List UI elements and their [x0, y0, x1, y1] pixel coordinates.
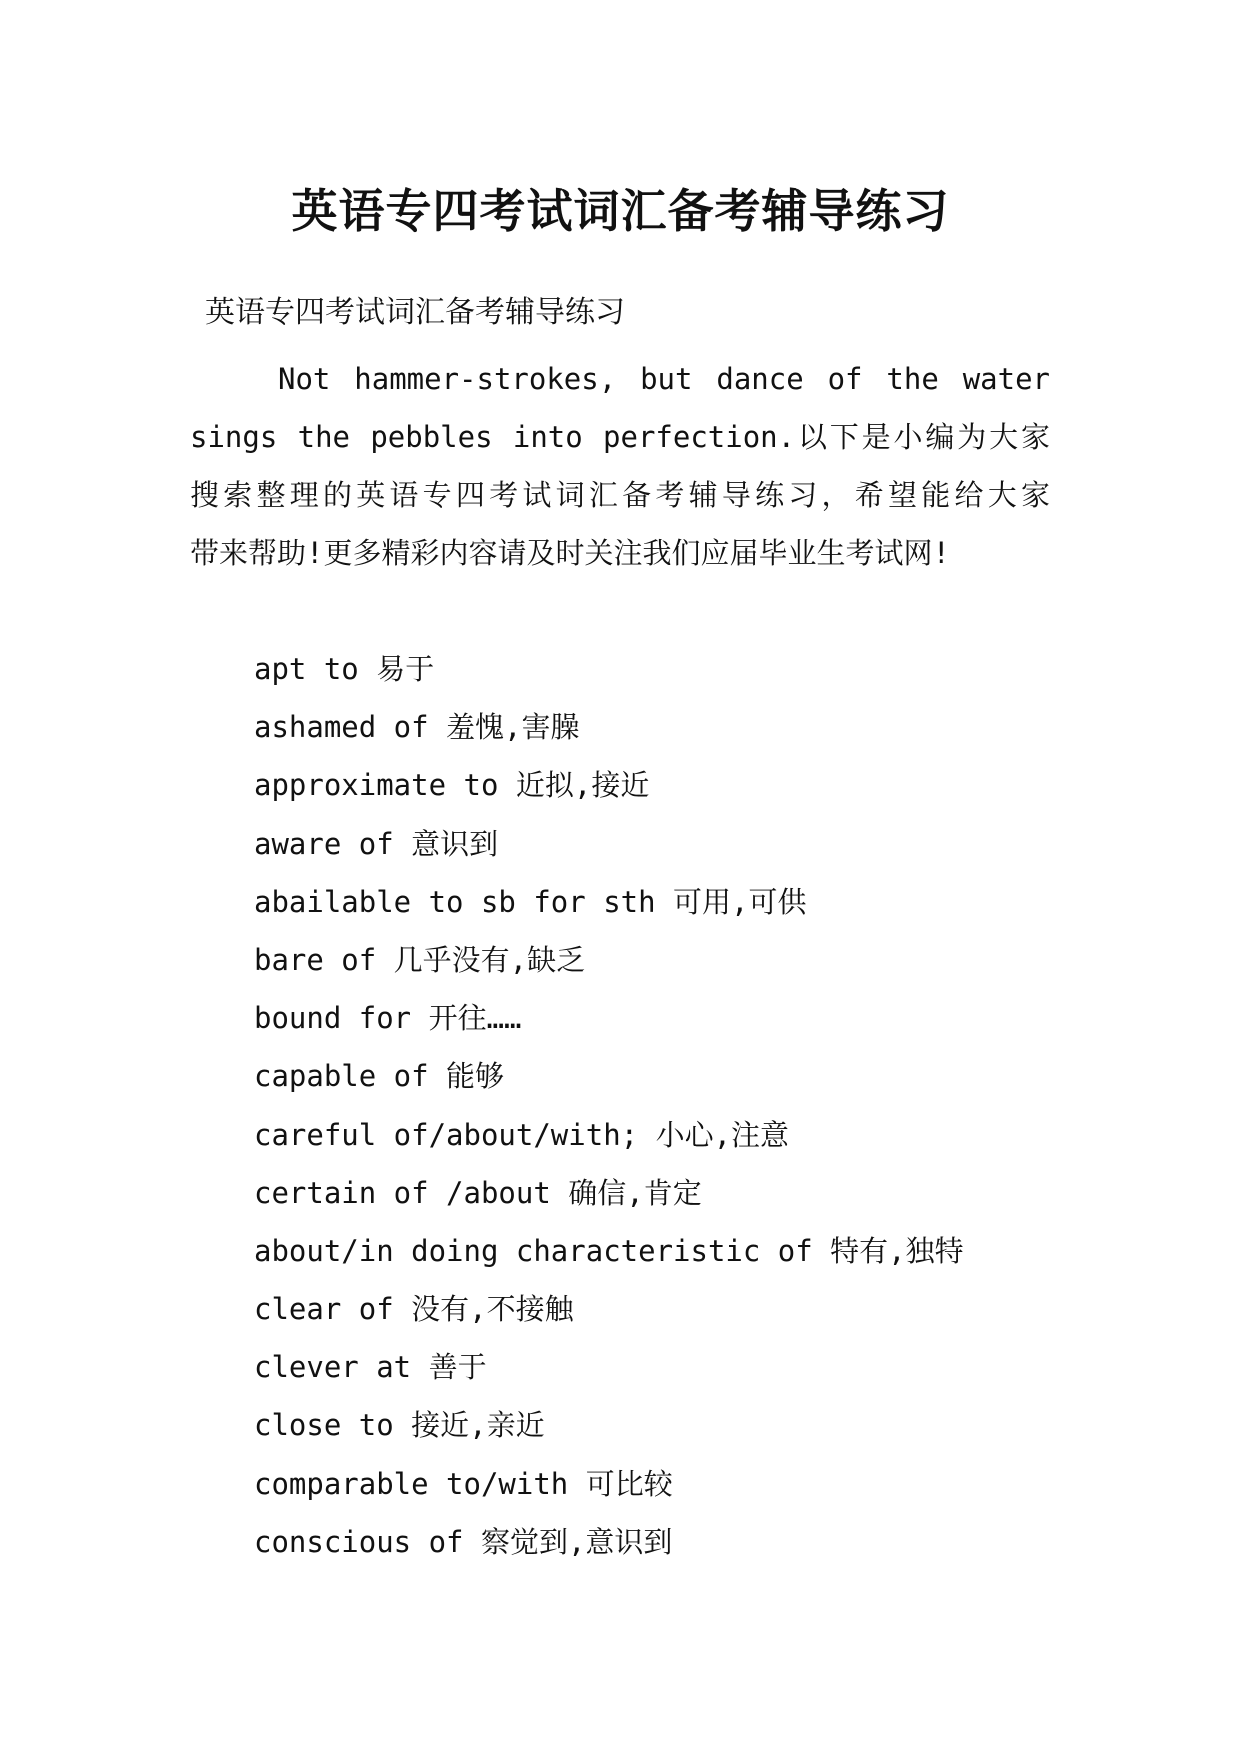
intro-line: sings the pebbles into perfection.以下是小编为大家: [190, 420, 1050, 454]
document-title: 英语专四考试词汇备考辅导练习: [291, 183, 950, 238]
vocabulary-item: aware of 意识到: [254, 826, 499, 861]
intro-paragraph: [190, 350, 1050, 582]
vocabulary-list: [254, 640, 964, 1571]
intro-line: 搜索整理的英语专四考试词汇备考辅导练习，希望能给大家: [190, 478, 1050, 512]
vocabulary-item: apt to 易于: [254, 652, 435, 686]
document-subtitle: 英语专四考试词汇备考辅导练习: [205, 295, 625, 330]
vocabulary-item: bare of 几乎没有,缺乏: [254, 942, 586, 977]
vocabulary-item: ashamed of 羞愧,害臊: [254, 710, 580, 745]
vocabulary-item: bound for 开往……: [254, 1001, 522, 1036]
vocabulary-item: capable of 能够: [254, 1059, 505, 1094]
vocabulary-item: comparable to/with 可比较: [254, 1466, 673, 1501]
vocabulary-item: certain of /about 确信,肯定: [254, 1175, 702, 1210]
vocabulary-item: abailable to sb for sth 可用,可供: [254, 884, 807, 919]
vocabulary-item: close to 接近,亲近: [254, 1408, 545, 1443]
vocabulary-item: about/in doing characteristic of 特有,独特: [254, 1233, 964, 1268]
vocabulary-item: conscious of 察觉到,意识到: [254, 1524, 673, 1559]
vocabulary-item: clear of 没有,不接触: [254, 1292, 574, 1327]
vocabulary-item: approximate to 近拟,接近: [254, 768, 650, 803]
vocabulary-item: careful of/about/with; 小心,注意: [254, 1117, 790, 1152]
vocabulary-item: clever at 善于: [254, 1350, 487, 1385]
intro-line: Not hammer-strokes, but dance of the water: [278, 362, 1050, 396]
intro-line: 带来帮助!更多精彩内容请及时关注我们应届毕业生考试网!: [190, 536, 950, 570]
